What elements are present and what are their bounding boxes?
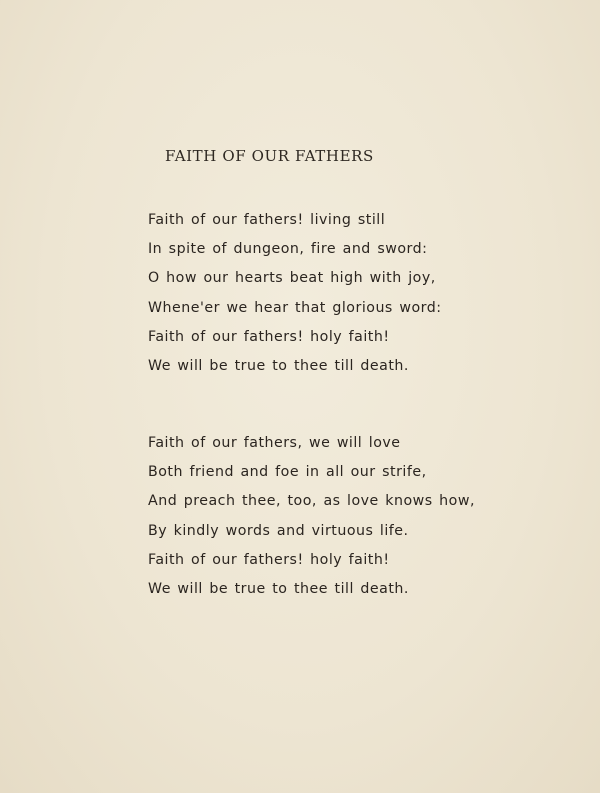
stanza-line: Faith of our fathers! living still [148,212,386,228]
stanza-line: And preach thee, too, as love knows how, [148,493,475,510]
stanza-line: O how our hearts beat high with joy, [148,270,436,287]
stanza-line: We will be true to thee till death. [148,580,409,597]
hymn-title: FAITH OF OUR FATHERS [165,147,374,165]
stanza-2 [148,429,475,604]
stanza-line: Faith of our fathers! holy faith! [148,328,390,345]
stanza-line: Faith of our fathers, we will love [148,435,401,451]
stanza-1 [148,206,442,381]
stanza-line: Faith of our fathers! holy faith! [148,551,390,568]
stanza-line: Whene'er we hear that glorious word: [148,299,442,316]
stanza-line: By kindly words and virtuous life. [148,522,409,539]
stanza-line: Both friend and foe in all our strife, [148,464,427,481]
stanza-line: In spite of dungeon, fire and sword: [148,241,428,258]
stanza-line: We will be true to thee till death. [148,357,409,374]
